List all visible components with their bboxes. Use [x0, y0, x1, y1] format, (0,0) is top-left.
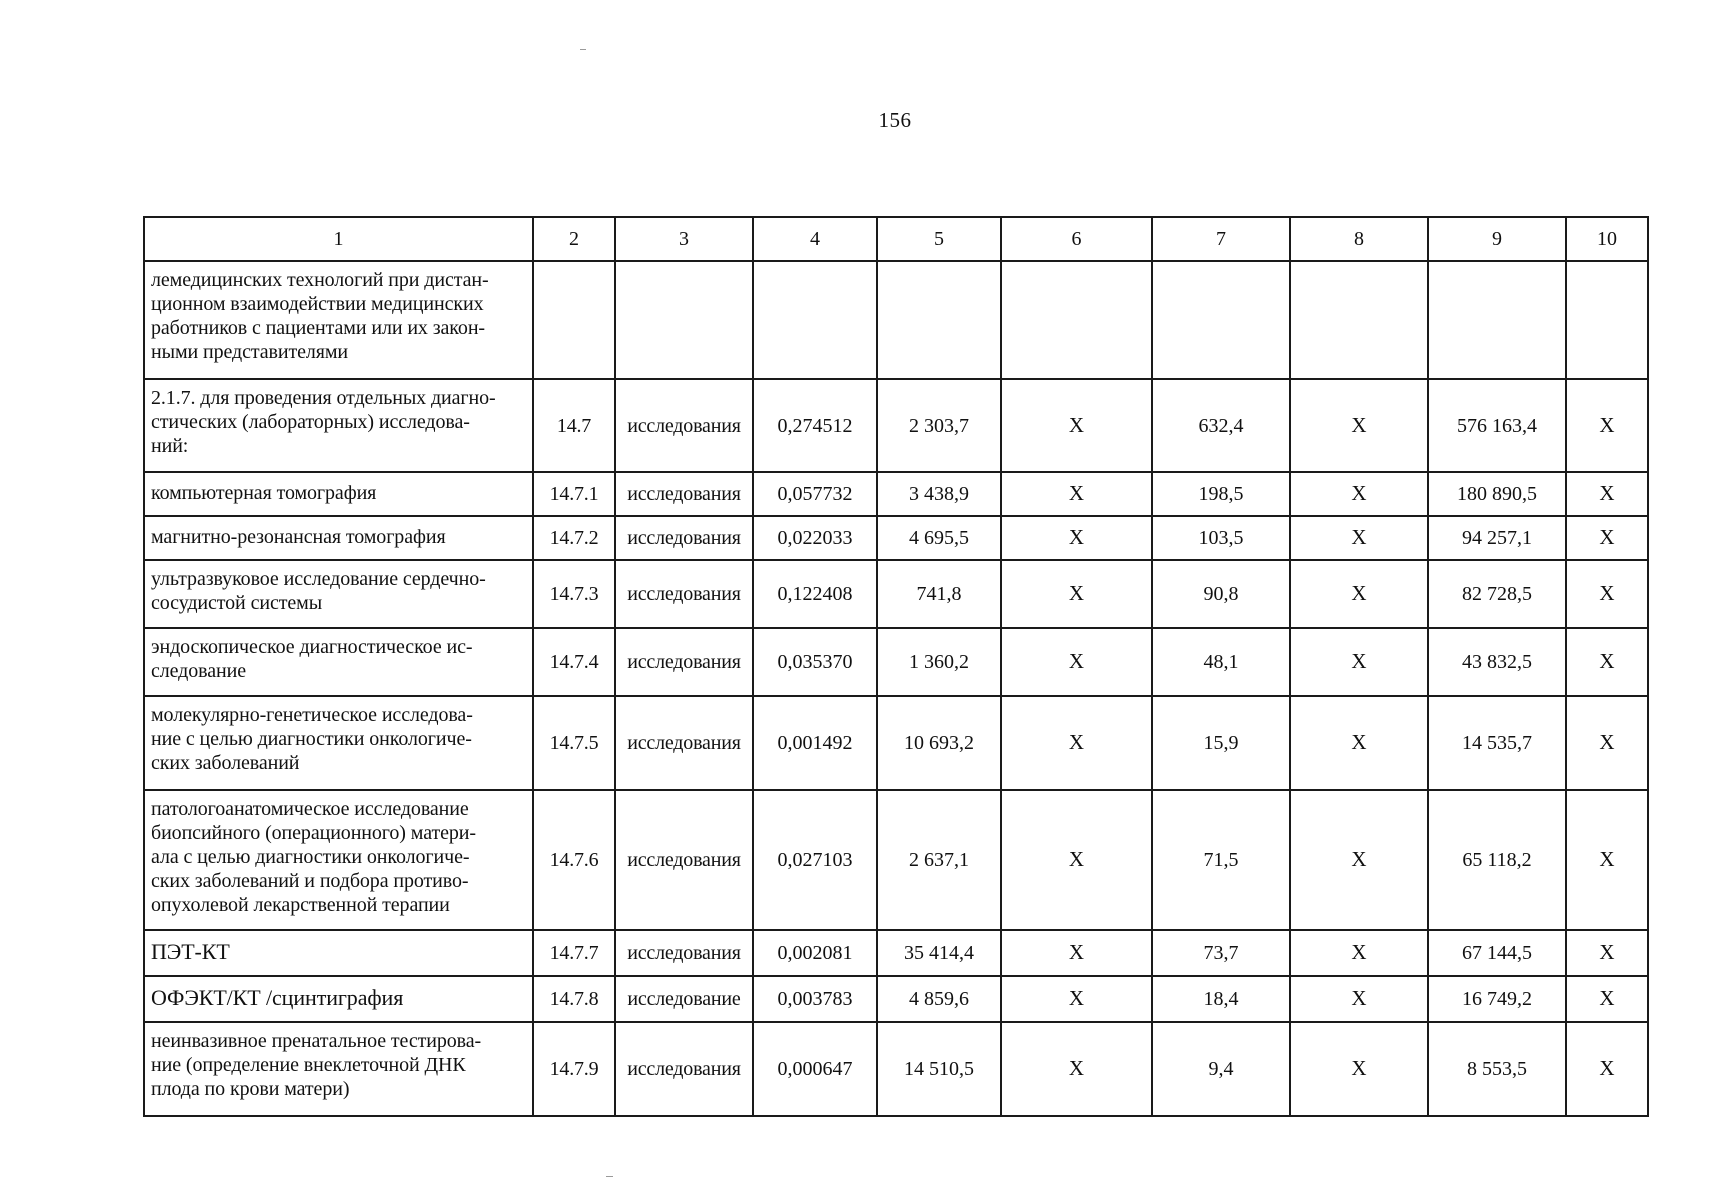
- row-name-line: ние (определение внеклеточной ДНК: [151, 1054, 466, 1076]
- value-cell-v8: X: [1290, 790, 1428, 930]
- row-name-line: следование: [151, 660, 246, 682]
- row-name-line: биопсийного (операционного) матери-: [151, 822, 476, 844]
- row-name-cell: [144, 976, 533, 1022]
- table-row: [144, 930, 1648, 976]
- column-header-10: 10: [1566, 217, 1648, 261]
- row-code-cell: [533, 261, 615, 379]
- value-cell-v7: [1152, 261, 1290, 379]
- value-cell-v4: 0,122408: [753, 560, 877, 628]
- value-cell-v9: 82 728,5: [1428, 560, 1566, 628]
- value-cell-v6: X: [1001, 696, 1152, 790]
- value-cell-v10: X: [1566, 628, 1648, 696]
- value-cell-v6: X: [1001, 930, 1152, 976]
- table-row: [144, 696, 1648, 790]
- row-unit-cell: исследования: [615, 696, 753, 790]
- column-header-9: 9: [1428, 217, 1566, 261]
- value-cell-v4: 0,057732: [753, 472, 877, 516]
- value-cell-v7: 18,4: [1152, 976, 1290, 1022]
- value-cell-v4: 0,022033: [753, 516, 877, 560]
- table-row: [144, 379, 1648, 472]
- value-cell-v5: [877, 261, 1001, 379]
- row-name-cell: [144, 516, 533, 560]
- column-header-4: 4: [753, 217, 877, 261]
- value-cell-v6: X: [1001, 516, 1152, 560]
- row-name-line: сосудистой системы: [151, 592, 323, 614]
- row-unit-cell: исследования: [615, 472, 753, 516]
- value-cell-v8: X: [1290, 1022, 1428, 1116]
- row-name-line: плода по крови матери): [151, 1078, 350, 1100]
- value-cell-v8: X: [1290, 560, 1428, 628]
- row-name-cell: [144, 790, 533, 930]
- value-cell-v5: 4 695,5: [877, 516, 1001, 560]
- table-row: [144, 976, 1648, 1022]
- value-cell-v7: 198,5: [1152, 472, 1290, 516]
- value-cell-v7: 90,8: [1152, 560, 1290, 628]
- row-code-cell: 14.7.4: [533, 628, 615, 696]
- value-cell-v6: [1001, 261, 1152, 379]
- value-cell-v5: 2 637,1: [877, 790, 1001, 930]
- value-cell-v10: X: [1566, 472, 1648, 516]
- value-cell-v8: [1290, 261, 1428, 379]
- data-table: [143, 216, 1649, 1117]
- value-cell-v10: X: [1566, 930, 1648, 976]
- page-number: 156: [878, 108, 912, 132]
- value-cell-v8: X: [1290, 930, 1428, 976]
- value-cell-v9: 14 535,7: [1428, 696, 1566, 790]
- value-cell-v4: [753, 261, 877, 379]
- row-name-line: ских заболеваний и подбора противо-: [151, 870, 469, 892]
- value-cell-v4: 0,035370: [753, 628, 877, 696]
- value-cell-v5: 14 510,5: [877, 1022, 1001, 1116]
- value-cell-v9: 94 257,1: [1428, 516, 1566, 560]
- value-cell-v9: 576 163,4: [1428, 379, 1566, 472]
- header-row: [144, 217, 1648, 261]
- column-header-1: 1: [144, 217, 533, 261]
- table-body: [144, 261, 1648, 1116]
- row-name-line: ние с целью диагностики онкологиче-: [151, 728, 472, 750]
- value-cell-v4: 0,002081: [753, 930, 877, 976]
- row-name-line: патологоанатомическое исследование: [151, 798, 469, 820]
- row-unit-cell: исследования: [615, 516, 753, 560]
- value-cell-v10: X: [1566, 379, 1648, 472]
- column-header-6: 6: [1001, 217, 1152, 261]
- table-row: [144, 1022, 1648, 1116]
- value-cell-v5: 4 859,6: [877, 976, 1001, 1022]
- column-header-8: 8: [1290, 217, 1428, 261]
- row-name-line: ультразвуковое исследование сердечно-: [151, 568, 486, 590]
- value-cell-v9: 16 749,2: [1428, 976, 1566, 1022]
- row-name-line: ала с целью диагностики онкологиче-: [151, 846, 470, 868]
- row-name-line: ОФЭКТ/КТ /сцинтиграфия: [151, 984, 404, 1010]
- row-code-cell: 14.7.7: [533, 930, 615, 976]
- value-cell-v7: 632,4: [1152, 379, 1290, 472]
- row-code-cell: 14.7: [533, 379, 615, 472]
- row-code-cell: 14.7.8: [533, 976, 615, 1022]
- value-cell-v8: X: [1290, 472, 1428, 516]
- value-cell-v7: 48,1: [1152, 628, 1290, 696]
- value-cell-v10: X: [1566, 696, 1648, 790]
- value-cell-v8: X: [1290, 516, 1428, 560]
- row-name-line: ских заболеваний: [151, 752, 300, 774]
- column-header-3: 3: [615, 217, 753, 261]
- value-cell-v6: X: [1001, 1022, 1152, 1116]
- row-code-cell: 14.7.1: [533, 472, 615, 516]
- row-code-cell: 14.7.3: [533, 560, 615, 628]
- row-name-cell: [144, 1022, 533, 1116]
- row-code-cell: 14.7.6: [533, 790, 615, 930]
- table-row: [144, 790, 1648, 930]
- row-code-cell: 14.7.2: [533, 516, 615, 560]
- row-unit-cell: [615, 261, 753, 379]
- value-cell-v10: X: [1566, 976, 1648, 1022]
- value-cell-v6: X: [1001, 628, 1152, 696]
- value-cell-v4: 0,001492: [753, 696, 877, 790]
- row-name-line: ными представителями: [151, 341, 349, 363]
- table-row: [144, 261, 1648, 379]
- row-code-cell: 14.7.9: [533, 1022, 615, 1116]
- row-unit-cell: исследования: [615, 560, 753, 628]
- row-name-line: работников с пациентами или их закон-: [151, 317, 485, 339]
- row-unit-cell: исследования: [615, 628, 753, 696]
- value-cell-v9: 8 553,5: [1428, 1022, 1566, 1116]
- row-name-cell: [144, 560, 533, 628]
- row-name-cell: [144, 261, 533, 379]
- value-cell-v5: 1 360,2: [877, 628, 1001, 696]
- row-code-cell: 14.7.5: [533, 696, 615, 790]
- value-cell-v10: X: [1566, 1022, 1648, 1116]
- row-name-line: компьютерная томография: [151, 482, 377, 504]
- row-name-line: ПЭТ-КТ: [151, 938, 230, 964]
- value-cell-v8: X: [1290, 976, 1428, 1022]
- value-cell-v5: 35 414,4: [877, 930, 1001, 976]
- value-cell-v5: 3 438,9: [877, 472, 1001, 516]
- value-cell-v8: X: [1290, 628, 1428, 696]
- scan-speck: [580, 49, 586, 50]
- row-unit-cell: исследования: [615, 1022, 753, 1116]
- value-cell-v8: X: [1290, 379, 1428, 472]
- value-cell-v6: X: [1001, 379, 1152, 472]
- value-cell-v9: 67 144,5: [1428, 930, 1566, 976]
- table-row: [144, 516, 1648, 560]
- column-header-5: 5: [877, 217, 1001, 261]
- value-cell-v7: 73,7: [1152, 930, 1290, 976]
- row-name-cell: [144, 696, 533, 790]
- value-cell-v4: 0,003783: [753, 976, 877, 1022]
- value-cell-v9: 65 118,2: [1428, 790, 1566, 930]
- value-cell-v6: X: [1001, 472, 1152, 516]
- value-cell-v4: 0,027103: [753, 790, 877, 930]
- value-cell-v5: 2 303,7: [877, 379, 1001, 472]
- row-name-line: молекулярно-генетическое исследова-: [151, 704, 473, 726]
- row-name-line: эндоскопическое диагностическое ис-: [151, 636, 473, 658]
- table-row: [144, 628, 1648, 696]
- value-cell-v4: 0,274512: [753, 379, 877, 472]
- table-row: [144, 560, 1648, 628]
- row-name-line: 2.1.7. для проведения отдельных диагно-: [151, 387, 496, 409]
- row-name-line: лемедицинских технологий при дистан-: [151, 269, 489, 291]
- value-cell-v10: [1566, 261, 1648, 379]
- row-name-line: стических (лабораторных) исследова-: [151, 411, 470, 433]
- value-cell-v6: X: [1001, 976, 1152, 1022]
- row-unit-cell: исследования: [615, 790, 753, 930]
- row-name-line: неинвазивное пренатальное тестирова-: [151, 1030, 482, 1052]
- value-cell-v4: 0,000647: [753, 1022, 877, 1116]
- row-name-cell: [144, 379, 533, 472]
- row-unit-cell: исследование: [615, 976, 753, 1022]
- row-unit-cell: исследования: [615, 930, 753, 976]
- value-cell-v7: 103,5: [1152, 516, 1290, 560]
- value-cell-v10: X: [1566, 790, 1648, 930]
- value-cell-v9: 180 890,5: [1428, 472, 1566, 516]
- table-row: [144, 472, 1648, 516]
- value-cell-v9: 43 832,5: [1428, 628, 1566, 696]
- value-cell-v7: 15,9: [1152, 696, 1290, 790]
- value-cell-v6: X: [1001, 560, 1152, 628]
- row-name-line: ционном взаимодействии медицинских: [151, 293, 484, 315]
- column-header-7: 7: [1152, 217, 1290, 261]
- row-name-line: опухолевой лекарственной терапии: [151, 894, 450, 916]
- value-cell-v7: 71,5: [1152, 790, 1290, 930]
- value-cell-v10: X: [1566, 516, 1648, 560]
- row-name-line: ний:: [151, 435, 189, 457]
- value-cell-v5: 10 693,2: [877, 696, 1001, 790]
- value-cell-v9: [1428, 261, 1566, 379]
- value-cell-v10: X: [1566, 560, 1648, 628]
- column-header-2: 2: [533, 217, 615, 261]
- row-name-line: магнитно-резонансная томография: [151, 526, 446, 548]
- row-unit-cell: исследования: [615, 379, 753, 472]
- row-name-cell: [144, 628, 533, 696]
- value-cell-v8: X: [1290, 696, 1428, 790]
- value-cell-v6: X: [1001, 790, 1152, 930]
- value-cell-v5: 741,8: [877, 560, 1001, 628]
- value-cell-v7: 9,4: [1152, 1022, 1290, 1116]
- scan-speck: [606, 1176, 613, 1177]
- row-name-cell: [144, 930, 533, 976]
- row-name-cell: [144, 472, 533, 516]
